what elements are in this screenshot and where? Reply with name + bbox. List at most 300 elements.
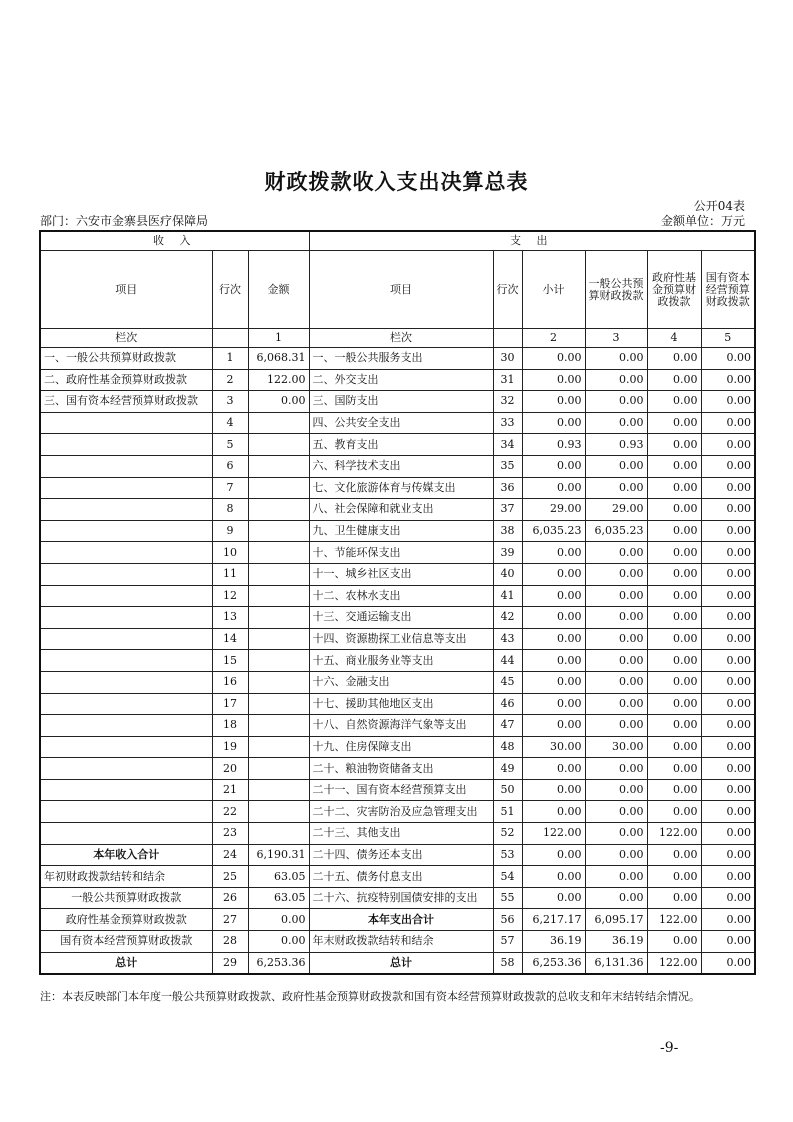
general-budget-cell: 6,095.17 bbox=[585, 909, 647, 931]
subtotal-cell: 122.00 bbox=[522, 823, 585, 845]
department-label: 部门：六安市金寨县医疗保障局 bbox=[40, 214, 209, 228]
expense-item-cell: 总计 bbox=[309, 952, 493, 974]
income-amount-cell bbox=[248, 499, 309, 521]
income-row-no-cell: 10 bbox=[212, 542, 248, 564]
income-item-cell bbox=[40, 520, 212, 542]
table-row bbox=[40, 434, 755, 456]
income-amount-cell bbox=[248, 758, 309, 780]
income-row-no-cell: 18 bbox=[212, 715, 248, 737]
soe-budget-cell: 0.00 bbox=[701, 412, 755, 434]
income-amount-cell: 6,068.31 bbox=[248, 348, 309, 370]
soe-budget-cell: 0.00 bbox=[701, 715, 755, 737]
income-row-no-cell: 17 bbox=[212, 693, 248, 715]
income-row-no-cell: 29 bbox=[212, 952, 248, 974]
income-item-cell bbox=[40, 412, 212, 434]
table-row bbox=[40, 844, 755, 866]
general-budget-cell: 0.00 bbox=[585, 715, 647, 737]
general-budget-cell: 0.00 bbox=[585, 412, 647, 434]
expense-item-cell: 本年支出合计 bbox=[309, 909, 493, 931]
income-row-no-cell: 24 bbox=[212, 844, 248, 866]
col-number-2: 2 bbox=[522, 329, 585, 348]
income-item-cell: 总计 bbox=[40, 952, 212, 974]
income-amount-header: 金额 bbox=[248, 251, 309, 329]
gov-fund-cell: 0.00 bbox=[647, 520, 701, 542]
subtotal-cell: 6,253.36 bbox=[522, 952, 585, 974]
expense-row-no-cell: 52 bbox=[493, 823, 522, 845]
income-row-no-cell: 26 bbox=[212, 887, 248, 909]
general-budget-cell: 0.00 bbox=[585, 628, 647, 650]
soe-budget-cell: 0.00 bbox=[701, 499, 755, 521]
income-item-cell bbox=[40, 758, 212, 780]
gov-fund-cell: 122.00 bbox=[647, 823, 701, 845]
general-budget-cell: 0.00 bbox=[585, 779, 647, 801]
income-amount-cell: 122.00 bbox=[248, 369, 309, 391]
col-number-3: 3 bbox=[585, 329, 647, 348]
expense-item-cell: 三、国防支出 bbox=[309, 391, 493, 413]
income-amount-cell bbox=[248, 779, 309, 801]
table-row bbox=[40, 866, 755, 888]
expense-item-cell: 十三、交通运输支出 bbox=[309, 607, 493, 629]
subtotal-cell: 0.00 bbox=[522, 607, 585, 629]
general-budget-cell: 0.00 bbox=[585, 650, 647, 672]
table-row bbox=[40, 693, 755, 715]
column-header-row bbox=[40, 251, 755, 329]
expense-item-cell: 九、卫生健康支出 bbox=[309, 520, 493, 542]
income-item-cell bbox=[40, 715, 212, 737]
soe-budget-cell: 0.00 bbox=[701, 542, 755, 564]
expense-item-cell: 六、科学技术支出 bbox=[309, 455, 493, 477]
expense-row-no-cell: 56 bbox=[493, 909, 522, 931]
gov-fund-cell: 0.00 bbox=[647, 499, 701, 521]
soe-budget-cell: 0.00 bbox=[701, 477, 755, 499]
gov-fund-cell: 0.00 bbox=[647, 348, 701, 370]
income-item-cell: 国有资本经营预算财政拨款 bbox=[40, 931, 212, 953]
general-budget-cell: 0.00 bbox=[585, 455, 647, 477]
expense-row-no-cell: 38 bbox=[493, 520, 522, 542]
income-amount-cell: 6,253.36 bbox=[248, 952, 309, 974]
table-row bbox=[40, 391, 755, 413]
income-amount-cell bbox=[248, 715, 309, 737]
table-row bbox=[40, 650, 755, 672]
subtotal-cell: 0.00 bbox=[522, 348, 585, 370]
general-budget-cell: 0.00 bbox=[585, 758, 647, 780]
table-row bbox=[40, 801, 755, 823]
subtotal-cell: 0.93 bbox=[522, 434, 585, 456]
subtotal-cell: 0.00 bbox=[522, 779, 585, 801]
page-number: -9- bbox=[660, 1040, 679, 1056]
gov-fund-cell: 0.00 bbox=[647, 455, 701, 477]
gov-fund-cell: 0.00 bbox=[647, 369, 701, 391]
form-code: 公开04表 bbox=[693, 199, 745, 213]
expense-col-label: 栏次 bbox=[309, 329, 493, 348]
subtotal-cell: 0.00 bbox=[522, 585, 585, 607]
table-row bbox=[40, 715, 755, 737]
gov-fund-cell: 0.00 bbox=[647, 563, 701, 585]
expense-item-cell: 二十二、灾害防治及应急管理支出 bbox=[309, 801, 493, 823]
expense-row-no-cell: 33 bbox=[493, 412, 522, 434]
subtotal-cell: 6,217.17 bbox=[522, 909, 585, 931]
expense-item-cell: 十九、住房保障支出 bbox=[309, 736, 493, 758]
income-row-no-cell: 8 bbox=[212, 499, 248, 521]
table-row bbox=[40, 952, 755, 974]
table-row bbox=[40, 369, 755, 391]
income-item-cell bbox=[40, 779, 212, 801]
table-row bbox=[40, 823, 755, 845]
table-row bbox=[40, 455, 755, 477]
soe-budget-cell: 0.00 bbox=[701, 671, 755, 693]
general-budget-cell: 0.00 bbox=[585, 823, 647, 845]
soe-budget-cell: 0.00 bbox=[701, 348, 755, 370]
income-amount-cell bbox=[248, 607, 309, 629]
income-item-cell bbox=[40, 628, 212, 650]
income-item-cell bbox=[40, 477, 212, 499]
income-row-no-cell: 28 bbox=[212, 931, 248, 953]
soe-budget-cell: 0.00 bbox=[701, 434, 755, 456]
income-item-cell: 二、政府性基金预算财政拨款 bbox=[40, 369, 212, 391]
income-amount-cell bbox=[248, 650, 309, 672]
table-row bbox=[40, 758, 755, 780]
expense-row-no-cell: 43 bbox=[493, 628, 522, 650]
income-amount-cell bbox=[248, 520, 309, 542]
table-row bbox=[40, 477, 755, 499]
income-row-no-cell: 9 bbox=[212, 520, 248, 542]
gov-fund-cell: 122.00 bbox=[647, 952, 701, 974]
table-row bbox=[40, 887, 755, 909]
income-amount-cell bbox=[248, 671, 309, 693]
amount-unit-label: 金额单位：万元 bbox=[660, 214, 745, 228]
subtotal-cell: 0.00 bbox=[522, 412, 585, 434]
income-amount-cell bbox=[248, 628, 309, 650]
income-item-cell bbox=[40, 455, 212, 477]
table-row bbox=[40, 779, 755, 801]
income-amount-cell: 0.00 bbox=[248, 391, 309, 413]
subtotal-cell: 0.00 bbox=[522, 542, 585, 564]
income-item-cell bbox=[40, 542, 212, 564]
income-item-cell bbox=[40, 736, 212, 758]
expense-row-no-cell: 39 bbox=[493, 542, 522, 564]
general-budget-cell: 0.00 bbox=[585, 348, 647, 370]
expense-item-cell: 十六、金融支出 bbox=[309, 671, 493, 693]
table-row bbox=[40, 607, 755, 629]
soe-budget-cell: 0.00 bbox=[701, 520, 755, 542]
subtotal-cell: 0.00 bbox=[522, 391, 585, 413]
soe-budget-cell: 0.00 bbox=[701, 650, 755, 672]
income-item-cell bbox=[40, 585, 212, 607]
expense-row-no-cell: 48 bbox=[493, 736, 522, 758]
expense-row-no-cell: 45 bbox=[493, 671, 522, 693]
table-row bbox=[40, 542, 755, 564]
subtotal-cell: 0.00 bbox=[522, 477, 585, 499]
table-row bbox=[40, 520, 755, 542]
gov-fund-cell: 0.00 bbox=[647, 779, 701, 801]
general-budget-cell: 0.00 bbox=[585, 844, 647, 866]
general-budget-cell: 0.00 bbox=[585, 866, 647, 888]
income-item-cell bbox=[40, 671, 212, 693]
income-row-no-header: 行次 bbox=[212, 251, 248, 329]
soe-budget-cell: 0.00 bbox=[701, 801, 755, 823]
col-number-5: 5 bbox=[701, 329, 755, 348]
income-row-no-cell: 19 bbox=[212, 736, 248, 758]
gov-fund-cell: 122.00 bbox=[647, 909, 701, 931]
income-row-no-cell: 5 bbox=[212, 434, 248, 456]
subtotal-cell: 0.00 bbox=[522, 369, 585, 391]
gov-fund-header: 政府性基金预算财政拨款 bbox=[647, 251, 701, 329]
expense-row-no-cell: 44 bbox=[493, 650, 522, 672]
expense-item-cell: 十八、自然资源海洋气象等支出 bbox=[309, 715, 493, 737]
general-budget-cell: 0.00 bbox=[585, 671, 647, 693]
income-row-no-cell: 7 bbox=[212, 477, 248, 499]
gov-fund-cell: 0.00 bbox=[647, 628, 701, 650]
expense-row-no-cell: 51 bbox=[493, 801, 522, 823]
soe-budget-cell: 0.00 bbox=[701, 736, 755, 758]
income-row-no-cell: 13 bbox=[212, 607, 248, 629]
income-item-cell: 年初财政拨款结转和结余 bbox=[40, 866, 212, 888]
expense-row-no-cell: 30 bbox=[493, 348, 522, 370]
expense-item-cell: 八、社会保障和就业支出 bbox=[309, 499, 493, 521]
income-item-cell: 三、国有资本经营预算财政拨款 bbox=[40, 391, 212, 413]
expense-item-cell: 二十四、债务还本支出 bbox=[309, 844, 493, 866]
income-item-cell: 一、一般公共预算财政拨款 bbox=[40, 348, 212, 370]
expense-row-no-cell: 50 bbox=[493, 779, 522, 801]
income-item-cell bbox=[40, 563, 212, 585]
expense-item-cell: 十二、农林水支出 bbox=[309, 585, 493, 607]
general-budget-cell: 0.00 bbox=[585, 585, 647, 607]
soe-budget-cell: 0.00 bbox=[701, 455, 755, 477]
income-amount-cell: 63.05 bbox=[248, 887, 309, 909]
general-budget-cell: 29.00 bbox=[585, 499, 647, 521]
expense-row-no-cell: 54 bbox=[493, 866, 522, 888]
soe-budget-cell: 0.00 bbox=[701, 823, 755, 845]
income-amount-cell bbox=[248, 434, 309, 456]
subtotal-cell: 0.00 bbox=[522, 887, 585, 909]
expense-row-no-cell: 34 bbox=[493, 434, 522, 456]
general-budget-cell: 0.00 bbox=[585, 693, 647, 715]
soe-budget-cell: 0.00 bbox=[701, 887, 755, 909]
income-row-no-cell: 21 bbox=[212, 779, 248, 801]
expense-row-no-cell: 42 bbox=[493, 607, 522, 629]
income-row-no-cell: 4 bbox=[212, 412, 248, 434]
expense-item-cell: 二十三、其他支出 bbox=[309, 823, 493, 845]
expense-item-cell: 五、教育支出 bbox=[309, 434, 493, 456]
soe-budget-cell: 0.00 bbox=[701, 866, 755, 888]
subtotal-cell: 36.19 bbox=[522, 931, 585, 953]
expense-item-cell: 七、文化旅游体育与传媒支出 bbox=[309, 477, 493, 499]
income-item-cell bbox=[40, 499, 212, 521]
subtotal-header: 小计 bbox=[522, 251, 585, 329]
general-budget-cell: 0.00 bbox=[585, 607, 647, 629]
expense-item-cell: 二十一、国有资本经营预算支出 bbox=[309, 779, 493, 801]
expense-row-no-cell: 55 bbox=[493, 887, 522, 909]
gov-fund-cell: 0.00 bbox=[647, 585, 701, 607]
soe-budget-cell: 0.00 bbox=[701, 628, 755, 650]
gov-fund-cell: 0.00 bbox=[647, 671, 701, 693]
expense-row-no-cell: 36 bbox=[493, 477, 522, 499]
income-item-cell: 政府性基金预算财政拨款 bbox=[40, 909, 212, 931]
gov-fund-cell: 0.00 bbox=[647, 758, 701, 780]
general-budget-cell: 30.00 bbox=[585, 736, 647, 758]
soe-budget-cell: 0.00 bbox=[701, 391, 755, 413]
expense-item-header: 项目 bbox=[309, 251, 493, 329]
income-row-no-cell: 3 bbox=[212, 391, 248, 413]
expense-item-cell: 十、节能环保支出 bbox=[309, 542, 493, 564]
gov-fund-cell: 0.00 bbox=[647, 693, 701, 715]
expense-row-no-header: 行次 bbox=[493, 251, 522, 329]
expense-row-no-cell: 57 bbox=[493, 931, 522, 953]
col-number-1: 1 bbox=[248, 329, 309, 348]
soe-budget-cell: 0.00 bbox=[701, 931, 755, 953]
expense-item-cell: 十五、商业服务业等支出 bbox=[309, 650, 493, 672]
expense-item-cell: 二十六、抗疫特别国债安排的支出 bbox=[309, 887, 493, 909]
income-row-no-cell: 1 bbox=[212, 348, 248, 370]
section-header-row bbox=[40, 231, 755, 251]
income-amount-cell: 0.00 bbox=[248, 909, 309, 931]
soe-budget-cell: 0.00 bbox=[701, 844, 755, 866]
table-row bbox=[40, 931, 755, 953]
general-budget-cell: 0.00 bbox=[585, 477, 647, 499]
col-number-4: 4 bbox=[647, 329, 701, 348]
general-budget-cell: 0.00 bbox=[585, 542, 647, 564]
income-amount-cell bbox=[248, 455, 309, 477]
gov-fund-cell: 0.00 bbox=[647, 715, 701, 737]
table-footnote: 注：本表反映部门本年度一般公共预算财政拨款、政府性基金预算财政拨款和国有资本经营预算财政拨款的总收支和年末结转结余情况。 bbox=[40, 990, 700, 1003]
income-amount-cell: 63.05 bbox=[248, 866, 309, 888]
expense-row-no-cell: 40 bbox=[493, 563, 522, 585]
subtotal-cell: 0.00 bbox=[522, 693, 585, 715]
income-item-cell bbox=[40, 434, 212, 456]
income-amount-cell bbox=[248, 477, 309, 499]
gov-fund-cell: 0.00 bbox=[647, 801, 701, 823]
soe-budget-cell: 0.00 bbox=[701, 585, 755, 607]
expense-row-no-cell: 58 bbox=[493, 952, 522, 974]
gov-fund-cell: 0.00 bbox=[647, 477, 701, 499]
income-item-cell bbox=[40, 650, 212, 672]
gov-fund-cell: 0.00 bbox=[647, 650, 701, 672]
general-budget-cell: 36.19 bbox=[585, 931, 647, 953]
expense-item-cell: 一、一般公共服务支出 bbox=[309, 348, 493, 370]
income-row-no-cell: 6 bbox=[212, 455, 248, 477]
income-row-no-cell: 25 bbox=[212, 866, 248, 888]
income-row-no-cell: 2 bbox=[212, 369, 248, 391]
income-row-no-cell: 22 bbox=[212, 801, 248, 823]
budget-summary-table bbox=[39, 230, 756, 975]
soe-budget-cell: 0.00 bbox=[701, 758, 755, 780]
subtotal-cell: 0.00 bbox=[522, 650, 585, 672]
expense-row-no-cell: 47 bbox=[493, 715, 522, 737]
empty-cell bbox=[493, 329, 522, 348]
income-col-label: 栏次 bbox=[40, 329, 212, 348]
table-row bbox=[40, 563, 755, 585]
income-amount-cell: 6,190.31 bbox=[248, 844, 309, 866]
general-budget-cell: 6,035.23 bbox=[585, 520, 647, 542]
expense-item-cell: 二十五、债务付息支出 bbox=[309, 866, 493, 888]
income-amount-cell bbox=[248, 693, 309, 715]
income-amount-cell: 0.00 bbox=[248, 931, 309, 953]
income-amount-cell bbox=[248, 412, 309, 434]
soe-budget-cell: 0.00 bbox=[701, 563, 755, 585]
income-item-cell bbox=[40, 801, 212, 823]
soe-budget-cell: 0.00 bbox=[701, 607, 755, 629]
subtotal-cell: 0.00 bbox=[522, 563, 585, 585]
table-row bbox=[40, 585, 755, 607]
income-item-cell bbox=[40, 823, 212, 845]
expense-section-header: 支 出 bbox=[309, 231, 755, 251]
subtotal-cell: 6,035.23 bbox=[522, 520, 585, 542]
income-amount-cell bbox=[248, 542, 309, 564]
income-row-no-cell: 27 bbox=[212, 909, 248, 931]
expense-row-no-cell: 37 bbox=[493, 499, 522, 521]
soe-budget-header: 国有资本经营预算财政拨款 bbox=[701, 251, 755, 329]
gov-fund-cell: 0.00 bbox=[647, 434, 701, 456]
income-item-cell bbox=[40, 607, 212, 629]
subtotal-cell: 0.00 bbox=[522, 671, 585, 693]
income-row-no-cell: 16 bbox=[212, 671, 248, 693]
expense-item-cell: 二、外交支出 bbox=[309, 369, 493, 391]
income-row-no-cell: 11 bbox=[212, 563, 248, 585]
income-item-cell: 一般公共预算财政拨款 bbox=[40, 887, 212, 909]
table-row bbox=[40, 909, 755, 931]
expense-item-cell: 四、公共安全支出 bbox=[309, 412, 493, 434]
gov-fund-cell: 0.00 bbox=[647, 736, 701, 758]
soe-budget-cell: 0.00 bbox=[701, 779, 755, 801]
general-budget-cell: 0.93 bbox=[585, 434, 647, 456]
general-budget-cell: 0.00 bbox=[585, 563, 647, 585]
income-row-no-cell: 20 bbox=[212, 758, 248, 780]
income-row-no-cell: 15 bbox=[212, 650, 248, 672]
empty-cell bbox=[212, 329, 248, 348]
soe-budget-cell: 0.00 bbox=[701, 952, 755, 974]
expense-item-cell: 二十、粮油物资储备支出 bbox=[309, 758, 493, 780]
subtotal-cell: 0.00 bbox=[522, 844, 585, 866]
expense-row-no-cell: 35 bbox=[493, 455, 522, 477]
income-item-cell bbox=[40, 693, 212, 715]
subtotal-cell: 0.00 bbox=[522, 758, 585, 780]
gov-fund-cell: 0.00 bbox=[647, 607, 701, 629]
subtotal-cell: 0.00 bbox=[522, 628, 585, 650]
expense-item-cell: 十四、资源勘探工业信息等支出 bbox=[309, 628, 493, 650]
table-row bbox=[40, 412, 755, 434]
income-item-header: 项目 bbox=[40, 251, 212, 329]
expense-row-no-cell: 53 bbox=[493, 844, 522, 866]
soe-budget-cell: 0.00 bbox=[701, 909, 755, 931]
subtotal-cell: 29.00 bbox=[522, 499, 585, 521]
income-amount-cell bbox=[248, 585, 309, 607]
expense-item-cell: 十一、城乡社区支出 bbox=[309, 563, 493, 585]
table-row bbox=[40, 671, 755, 693]
gov-fund-cell: 0.00 bbox=[647, 542, 701, 564]
table-row bbox=[40, 499, 755, 521]
column-number-row bbox=[40, 329, 755, 348]
gov-fund-cell: 0.00 bbox=[647, 931, 701, 953]
expense-item-cell: 年末财政拨款结转和结余 bbox=[309, 931, 493, 953]
soe-budget-cell: 0.00 bbox=[701, 693, 755, 715]
gov-fund-cell: 0.00 bbox=[647, 412, 701, 434]
expense-row-no-cell: 32 bbox=[493, 391, 522, 413]
income-row-no-cell: 12 bbox=[212, 585, 248, 607]
gov-fund-cell: 0.00 bbox=[647, 391, 701, 413]
expense-row-no-cell: 46 bbox=[493, 693, 522, 715]
income-section-header: 收 入 bbox=[40, 231, 309, 251]
table-row bbox=[40, 736, 755, 758]
income-amount-cell bbox=[248, 801, 309, 823]
subtotal-cell: 0.00 bbox=[522, 866, 585, 888]
income-amount-cell bbox=[248, 736, 309, 758]
income-row-no-cell: 23 bbox=[212, 823, 248, 845]
general-budget-cell: 6,131.36 bbox=[585, 952, 647, 974]
general-budget-header: 一般公共预算财政拨款 bbox=[585, 251, 647, 329]
general-budget-cell: 0.00 bbox=[585, 369, 647, 391]
gov-fund-cell: 0.00 bbox=[647, 887, 701, 909]
subtotal-cell: 0.00 bbox=[522, 715, 585, 737]
